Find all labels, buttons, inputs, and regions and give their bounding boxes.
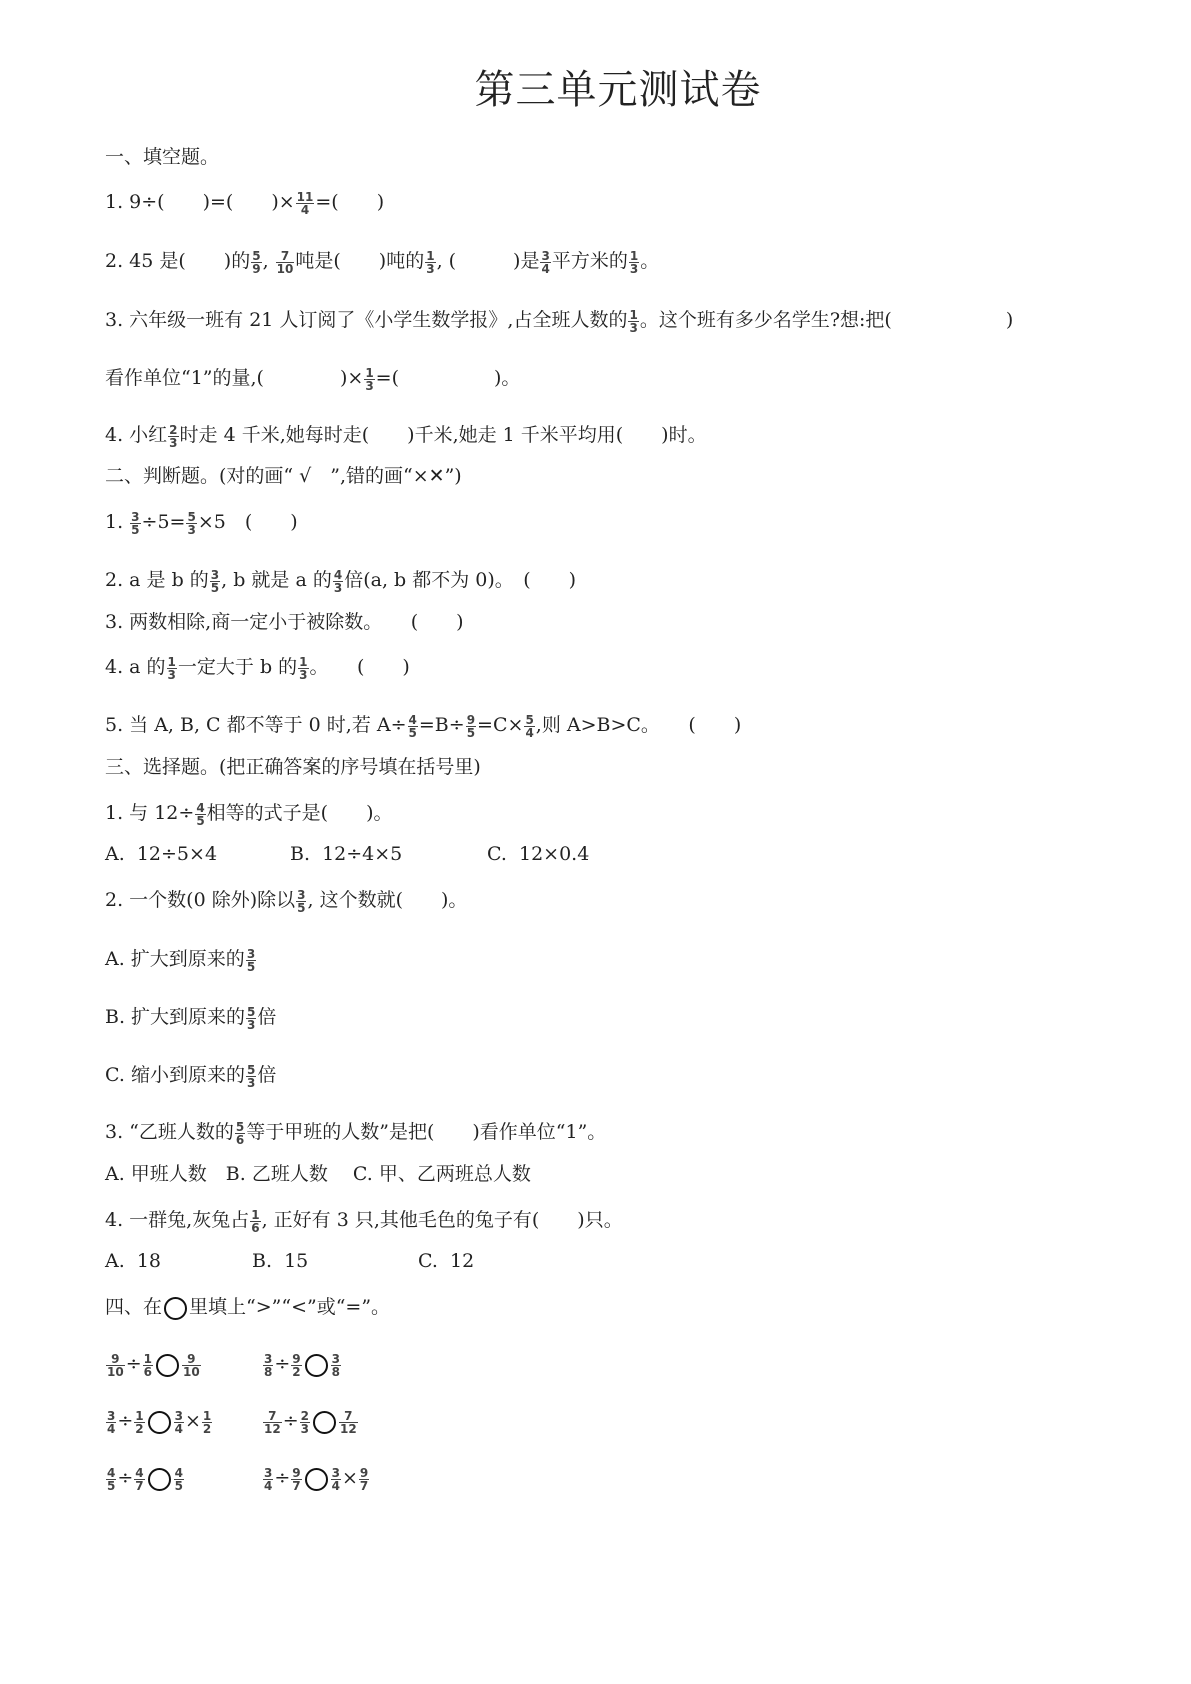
text: ÷ — [274, 1467, 291, 1489]
text: 3. 六年级一班有 21 人订阅了《小学生数学报》,占全班人数的 — [105, 309, 628, 331]
numerator: 4 — [135, 1465, 144, 1480]
answer-circle-icon — [156, 1354, 179, 1377]
line-content — [105, 1159, 531, 1189]
denominator: 12 — [339, 1421, 357, 1436]
answer-circle-icon — [164, 1297, 187, 1320]
numerator: 5 — [246, 1062, 256, 1077]
text: 四、在 — [105, 1296, 163, 1318]
fraction — [276, 250, 295, 275]
option — [290, 839, 402, 869]
numerator: 9 — [292, 1351, 301, 1366]
text: 。 ( ) — [309, 656, 410, 678]
text: 3. “乙班人数的 — [105, 1121, 234, 1143]
fraction — [106, 1410, 116, 1435]
text: ÷ — [125, 1353, 142, 1375]
denominator: 2 — [292, 1364, 301, 1379]
denominator: 3 — [187, 522, 196, 537]
fraction — [331, 1353, 341, 1378]
fraction — [291, 1353, 301, 1378]
fraction — [408, 714, 418, 739]
numerator: 4 — [107, 1465, 116, 1480]
fraction — [296, 889, 306, 914]
denominator: 3 — [167, 667, 176, 682]
line-content — [105, 1117, 606, 1147]
denominator: 5 — [107, 1478, 116, 1493]
fraction — [359, 1467, 369, 1492]
text: A. 扩大到原来的 — [105, 948, 245, 970]
fraction — [298, 656, 308, 681]
denominator: 3 — [169, 435, 178, 450]
denominator: 3 — [299, 667, 308, 682]
fraction — [186, 511, 196, 536]
fraction — [291, 1467, 301, 1492]
text: ,则 A>B>C。 ( ) — [535, 714, 742, 736]
fraction — [540, 250, 550, 275]
denominator: 3 — [629, 261, 639, 276]
denominator: 7 — [292, 1478, 301, 1493]
numerator: 5 — [187, 509, 196, 524]
option — [487, 839, 589, 869]
text: =( ) — [315, 191, 385, 213]
fraction — [235, 1121, 245, 1146]
text: B. 扩大到原来的 — [105, 1006, 246, 1028]
line-content — [105, 944, 257, 974]
denominator: 4 — [331, 1478, 340, 1493]
denominator: 3 — [333, 580, 343, 595]
line-content — [105, 565, 576, 595]
denominator: 3 — [629, 320, 638, 335]
numerator: 1 — [251, 1207, 260, 1222]
numerator: 1 — [167, 654, 176, 669]
fraction — [174, 1467, 184, 1492]
numerator: 4 — [174, 1465, 183, 1480]
denominator: 5 — [174, 1478, 183, 1493]
text: 里填上“>”“<”或“=”。 — [189, 1296, 391, 1318]
numerator: 5 — [247, 1004, 256, 1019]
text: C. 缩小到原来的 — [105, 1064, 245, 1086]
line-content — [105, 1292, 390, 1322]
numerator: 4 — [333, 567, 343, 582]
fraction — [296, 191, 315, 216]
text: × — [185, 1410, 201, 1432]
line-content — [105, 420, 707, 450]
numerator: 5 — [235, 1119, 245, 1134]
answer-circle-icon — [305, 1354, 328, 1377]
text: 2. 一个数(0 除外)除以 — [105, 889, 296, 911]
text: 。这个班有多少名学生?想:把( ) — [639, 309, 1014, 331]
text: A. 12÷5×4 — [105, 843, 218, 865]
fraction — [174, 1410, 184, 1435]
denominator: 12 — [264, 1421, 281, 1436]
fraction — [425, 250, 435, 275]
text: ÷ — [117, 1467, 134, 1489]
text: 倍 — [257, 1064, 277, 1086]
text: 一、填空题。 — [105, 146, 220, 168]
numerator: 3 — [246, 946, 256, 961]
line-content — [105, 1060, 276, 1090]
denominator: 3 — [365, 378, 374, 393]
fraction — [263, 1353, 273, 1378]
numerator: 3 — [264, 1465, 273, 1480]
text: ÷5= — [141, 511, 186, 533]
text: 倍 — [257, 1006, 277, 1028]
line-content — [105, 142, 219, 172]
fraction — [524, 714, 534, 739]
text: 三、选择题。(把正确答案的序号填在括号里) — [105, 756, 481, 778]
numerator: 3 — [174, 1408, 183, 1423]
line-content — [105, 1205, 623, 1235]
denominator: 7 — [359, 1478, 369, 1493]
option — [105, 1463, 185, 1493]
numerator: 1 — [629, 248, 639, 263]
fraction — [333, 569, 343, 594]
denominator: 4 — [174, 1421, 183, 1436]
text: × — [342, 1467, 358, 1489]
fraction — [250, 1209, 260, 1234]
denominator: 9 — [252, 261, 261, 276]
text: 一定大于 b 的 — [177, 656, 298, 678]
fraction — [167, 656, 177, 681]
text: C. 12×0.4 — [487, 843, 590, 865]
text: 1. 9÷( )=( )× — [105, 191, 295, 213]
option — [252, 1246, 308, 1276]
denominator: 5 — [466, 725, 476, 740]
numerator: 1 — [426, 248, 435, 263]
text: =( )。 — [375, 367, 521, 389]
numerator: 5 — [525, 712, 534, 727]
denominator: 4 — [541, 261, 550, 276]
answer-circle-icon — [148, 1468, 171, 1491]
denominator: 3 — [426, 261, 435, 276]
denominator: 3 — [300, 1421, 309, 1436]
text: 4. 小红 — [105, 424, 168, 446]
text: 5. 当 A, B, C 都不等于 0 时,若 A÷ — [105, 714, 407, 736]
text: 4. 一群兔,灰兔占 — [105, 1209, 250, 1231]
text: 相等的式子是( )。 — [206, 802, 393, 824]
text: , b 就是 a 的 — [221, 569, 332, 591]
numerator: 4 — [408, 712, 417, 727]
line-content — [105, 246, 659, 276]
numerator: 7 — [263, 1410, 282, 1423]
denominator: 6 — [235, 1132, 245, 1147]
text: 。 — [640, 250, 660, 272]
numerator: 1 — [143, 1351, 152, 1366]
fraction — [106, 1353, 125, 1378]
text: 等于甲班的人数”是把( )看作单位“1”。 — [246, 1121, 607, 1143]
denominator: 8 — [331, 1364, 340, 1379]
numerator: 11 — [296, 189, 314, 204]
text: =C× — [477, 714, 524, 736]
line-content — [105, 363, 520, 393]
fraction — [339, 1410, 358, 1435]
numerator: 4 — [196, 800, 205, 815]
line-content — [105, 305, 1013, 335]
option — [262, 1463, 370, 1493]
numerator: 1 — [202, 1408, 212, 1423]
denominator: 6 — [143, 1364, 152, 1379]
option — [262, 1406, 359, 1436]
denominator: 4 — [525, 725, 534, 740]
denominator: 4 — [107, 1421, 116, 1436]
numerator: 1 — [299, 654, 308, 669]
fraction — [629, 250, 639, 275]
denominator: 8 — [264, 1364, 273, 1379]
line-content — [105, 607, 464, 637]
denominator: 5 — [408, 725, 417, 740]
fraction — [134, 1410, 144, 1435]
numerator: 3 — [541, 248, 550, 263]
denominator: 7 — [135, 1478, 144, 1493]
fraction — [182, 1353, 201, 1378]
numerator: 9 — [106, 1353, 125, 1366]
numerator: 2 — [169, 422, 178, 437]
text: 3. 两数相除,商一定小于被除数。 ( ) — [105, 611, 464, 633]
denominator: 5 — [297, 900, 306, 915]
text: ×5 ( ) — [197, 511, 298, 533]
denominator: 3 — [246, 1075, 256, 1090]
numerator: 9 — [466, 712, 476, 727]
numerator: 1 — [135, 1408, 144, 1423]
numerator: 3 — [264, 1351, 273, 1366]
line-content — [105, 885, 467, 915]
fraction — [246, 1006, 256, 1031]
numerator: 3 — [331, 1465, 340, 1480]
numerator: 9 — [292, 1465, 301, 1480]
text: C. 12 — [418, 1250, 475, 1272]
text: 倍(a, b 都不为 0)。 ( ) — [344, 569, 577, 591]
text: 时走 4 千米,她每时走( )千米,她走 1 千米平均用( )时。 — [179, 424, 707, 446]
page-title: 第三单元测试卷 — [474, 67, 762, 113]
fraction — [628, 309, 638, 334]
line-content — [105, 752, 481, 782]
denominator: 5 — [246, 959, 256, 974]
fraction — [300, 1410, 310, 1435]
numerator: 3 — [297, 887, 306, 902]
numerator: 3 — [131, 509, 140, 524]
denominator: 5 — [196, 813, 205, 828]
text: 平方米的 — [551, 250, 628, 272]
answer-circle-icon — [148, 1411, 171, 1434]
numerator: 3 — [107, 1408, 116, 1423]
fraction — [246, 948, 256, 973]
numerator: 9 — [182, 1353, 201, 1366]
text: 看作单位“1”的量,( )× — [105, 367, 364, 389]
denominator: 5 — [131, 522, 140, 537]
numerator: 7 — [276, 250, 295, 263]
text: 1. — [105, 511, 130, 533]
text: =B÷ — [418, 714, 465, 736]
denominator: 10 — [276, 261, 294, 276]
line-content — [105, 798, 393, 828]
text: ÷ — [282, 1410, 299, 1432]
numerator: 1 — [629, 307, 638, 322]
fraction — [195, 802, 205, 827]
fraction — [130, 511, 140, 536]
denominator: 2 — [202, 1421, 212, 1436]
text: A. 甲班人数 B. 乙班人数 C. 甲、乙两班总人数 — [105, 1163, 531, 1185]
fraction — [210, 569, 220, 594]
denominator: 5 — [210, 580, 220, 595]
numerator: 1 — [365, 365, 374, 380]
text: 二、判断题。(对的画“ √ ”,错的画“×✕”) — [105, 465, 462, 487]
text: , ( )是 — [436, 250, 540, 272]
option — [105, 1349, 202, 1379]
option — [105, 839, 217, 869]
text: 1. 与 12÷ — [105, 802, 195, 824]
numerator: 3 — [331, 1351, 340, 1366]
text: ÷ — [274, 1353, 291, 1375]
line-content — [105, 1002, 276, 1032]
answer-circle-icon — [305, 1468, 328, 1491]
text: , 这个数就( )。 — [307, 889, 468, 911]
text: 4. a 的 — [105, 656, 166, 678]
fraction — [202, 1410, 212, 1435]
fraction — [143, 1353, 153, 1378]
numerator: 7 — [339, 1410, 358, 1423]
text: 2. 45 是( )的 — [105, 250, 251, 272]
fraction — [168, 424, 178, 449]
numerator: 9 — [359, 1465, 369, 1480]
denominator: 4 — [264, 1478, 273, 1493]
fraction — [364, 367, 374, 392]
fraction — [246, 1064, 256, 1089]
line-content — [105, 461, 462, 491]
option — [262, 1349, 342, 1379]
text: 2. a 是 b 的 — [105, 569, 209, 591]
text: , — [262, 250, 275, 272]
denominator: 4 — [300, 202, 310, 217]
fraction — [263, 1467, 273, 1492]
line-content — [105, 507, 298, 537]
fraction — [251, 250, 261, 275]
option — [105, 1246, 161, 1276]
fraction — [106, 1467, 116, 1492]
fraction — [331, 1467, 341, 1492]
text: B. 12÷4×5 — [290, 843, 403, 865]
text: ÷ — [117, 1410, 134, 1432]
text: B. 15 — [252, 1250, 309, 1272]
answer-circle-icon — [313, 1411, 336, 1434]
fraction — [263, 1410, 282, 1435]
numerator: 2 — [300, 1408, 309, 1423]
fraction — [134, 1467, 144, 1492]
text: 吨是( )吨的 — [295, 250, 425, 272]
option — [105, 1406, 213, 1436]
line-content — [105, 652, 410, 682]
text: A. 18 — [105, 1250, 162, 1272]
option — [418, 1246, 474, 1276]
line-content — [105, 710, 741, 740]
text: , 正好有 3 只,其他毛色的兔子有( )只。 — [261, 1209, 623, 1231]
numerator: 3 — [210, 567, 220, 582]
denominator: 6 — [251, 1220, 260, 1235]
denominator: 3 — [247, 1017, 256, 1032]
line-content — [105, 187, 384, 217]
fraction — [466, 714, 476, 739]
numerator: 5 — [252, 248, 261, 263]
denominator: 10 — [107, 1364, 124, 1379]
denominator: 2 — [135, 1421, 144, 1436]
denominator: 10 — [182, 1364, 200, 1379]
